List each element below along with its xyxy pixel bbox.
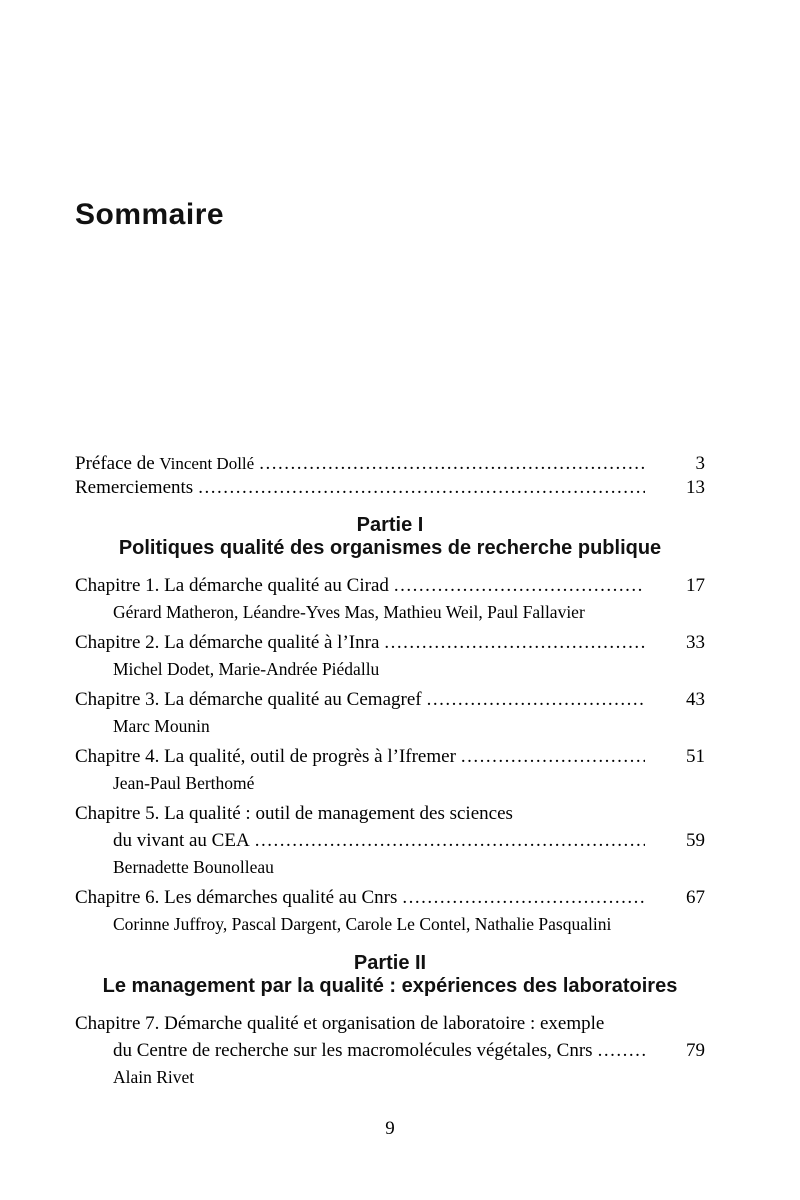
part-1-heading	[75, 514, 705, 560]
page-number-folio: 9	[385, 1118, 395, 1139]
entry-title: Chapitre 7. Démarche qualité et organisation de laboratoire : exemple	[75, 1013, 605, 1034]
part-title: Le management par la qualité : expériences des laboratoires	[102, 975, 678, 997]
entry-title: Chapitre 3. La démarche qualité au Cemagref	[75, 689, 422, 710]
preface-author-name: Vincent Dollé	[159, 454, 255, 473]
entry-title: Remerciements	[75, 477, 194, 498]
dot-leader	[461, 743, 645, 770]
part-label: Partie II	[353, 952, 427, 974]
page-title: Sommaire	[75, 198, 225, 231]
toc-line	[75, 686, 705, 713]
toc-line	[75, 629, 705, 656]
entry-authors: Bernadette Bounolleau	[113, 857, 274, 877]
entry-title-continuation: du vivant au CEA	[113, 830, 250, 851]
dot-leader	[402, 884, 645, 911]
toc-entry-chapter-4	[75, 743, 705, 797]
entry-page-number: 51	[686, 746, 705, 767]
dot-leader	[427, 686, 645, 713]
entry-page-number: 17	[686, 575, 705, 596]
toc-entry-chapter-5	[75, 800, 705, 881]
entry-title-continuation: du Centre de recherche sur les macromolécules végétales, Cnrs	[113, 1040, 593, 1061]
entry-title: Chapitre 2. La démarche qualité à l’Inra	[75, 632, 380, 653]
dot-leader	[259, 452, 645, 476]
entry-authors: Gérard Matheron, Léandre-Yves Mas, Mathieu Weil, Paul Fallavier	[113, 602, 585, 622]
entry-title: Chapitre 5. La qualité : outil de management des sciences	[75, 803, 513, 824]
toc-entry-preface	[75, 452, 705, 476]
toc-entry-remerciements	[75, 476, 705, 500]
entry-title: Chapitre 6. Les démarches qualité au Cnrs	[75, 887, 398, 908]
entry-title	[75, 452, 254, 476]
toc-line-continuation	[75, 827, 705, 854]
part-2-heading	[75, 952, 705, 998]
entry-page-number: 33	[686, 632, 705, 653]
toc-line	[75, 1010, 705, 1037]
dot-leader	[198, 476, 645, 500]
entry-authors: Corinne Juffroy, Pascal Dargent, Carole Le Contel, Nathalie Pasqualini	[113, 914, 612, 934]
entry-authors: Marc Mounin	[113, 716, 210, 736]
entry-title: Chapitre 4. La qualité, outil de progrès à l’Ifremer	[75, 746, 456, 767]
entry-title: Chapitre 1. La démarche qualité au Cirad	[75, 575, 389, 596]
part-title: Politiques qualité des organismes de recherche publique	[118, 537, 662, 559]
dot-leader	[598, 1037, 645, 1064]
entry-page-number: 79	[686, 1040, 705, 1061]
entry-page-number: 3	[695, 453, 705, 474]
entry-authors: Alain Rivet	[113, 1067, 195, 1087]
table-of-contents	[75, 452, 705, 1094]
toc-entry-chapter-1	[75, 572, 705, 626]
dot-leader	[394, 572, 645, 599]
toc-entry-chapter-6	[75, 884, 705, 938]
toc-line	[75, 800, 705, 827]
toc-entry-chapter-2	[75, 629, 705, 683]
toc-entry-chapter-7	[75, 1010, 705, 1091]
toc-entry-chapter-3	[75, 686, 705, 740]
entry-page-number: 13	[686, 477, 705, 498]
entry-page-number: 59	[686, 830, 705, 851]
toc-line	[75, 743, 705, 770]
part-label: Partie I	[356, 514, 424, 536]
preface-prefix: Préface de	[75, 453, 155, 474]
entry-authors: Jean-Paul Berthomé	[113, 773, 255, 793]
toc-line-continuation	[75, 1037, 705, 1064]
dot-leader	[384, 629, 645, 656]
toc-line	[75, 572, 705, 599]
entry-page-number: 43	[686, 689, 705, 710]
entry-authors: Michel Dodet, Marie-Andrée Piédallu	[113, 659, 380, 679]
dot-leader	[255, 827, 645, 854]
toc-line	[75, 884, 705, 911]
entry-page-number: 67	[686, 887, 705, 908]
